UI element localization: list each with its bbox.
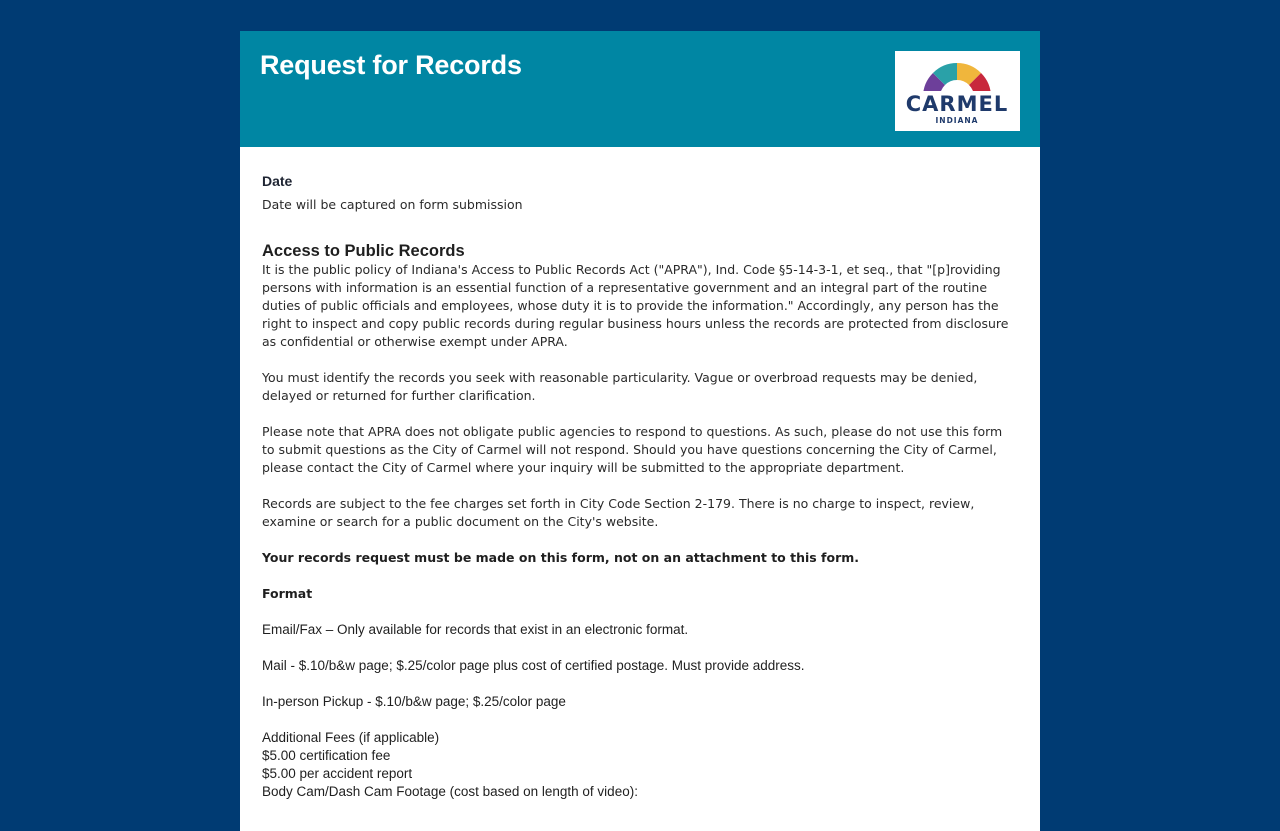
fees-heading: Additional Fees (if applicable) — [262, 730, 440, 745]
fee-accident-report: $5.00 per accident report — [262, 766, 413, 781]
date-note: Date will be captured on form submission — [262, 197, 523, 212]
questions-paragraph: Please note that APRA does not obligate public agencies to respond to questions. As such, please do not use this form to submit questions as the City of Carmel will not respond. Should you have questions concerning the City of Carmel, please contact the City of Carmel where your inquiry will be submitted to the appropriate department. — [262, 424, 1003, 475]
carmel-logo-icon — [895, 51, 1020, 131]
date-label: Date — [262, 173, 293, 189]
particularity-paragraph: You must identify the records you seek with reasonable particularity. Vague or overbroad requests may be denied, delayed or returned for further clarification. — [262, 370, 978, 403]
fee-body-cam: Body Cam/Dash Cam Footage (cost based on length of video): — [262, 784, 638, 799]
fees-paragraph: Records are subject to the fee charges set forth in City Code Section 2-179. There is no charge to inspect, review, examine or search for a public document on the City's website. — [262, 496, 975, 529]
additional-fees-list — [262, 729, 1018, 801]
page-title: Request for Records — [260, 50, 522, 80]
access-section-title: Access to Public Records — [262, 242, 465, 260]
format-heading: Format — [262, 586, 313, 601]
form-header — [240, 31, 1040, 147]
carmel-logo — [895, 51, 1020, 131]
form-body — [240, 147, 1040, 801]
format-email: Email/Fax – Only available for records that exist in an electronic format. — [262, 622, 689, 637]
format-pickup: In-person Pickup - $.10/b&w page; $.25/color page — [262, 694, 566, 709]
apra-policy-paragraph: It is the public policy of Indiana's Access to Public Records Act ("APRA"), Ind. Code §5-14-3-1, et seq., that "[p]roviding persons with information is an essential function of a representative government and an integral part of the routine duties of public officials and employees, whose duty it is to provide the information." Accordingly, any person has the right to inspect and copy public records during regular business hours unless the records are protected from disclosure as confidential or otherwise exempt under APRA. — [262, 262, 1009, 349]
logo-subtitle: INDIANA — [935, 116, 979, 125]
form-notice: Your records request must be made on this form, not on an attachment to this form. — [262, 550, 860, 565]
fee-certification: $5.00 certification fee — [262, 748, 391, 763]
format-mail: Mail - $.10/b&w page; $.25/color page plus cost of certified postage. Must provide address. — [262, 658, 805, 673]
form-card — [240, 31, 1040, 831]
logo-wordmark: CARMEL — [905, 92, 1009, 116]
